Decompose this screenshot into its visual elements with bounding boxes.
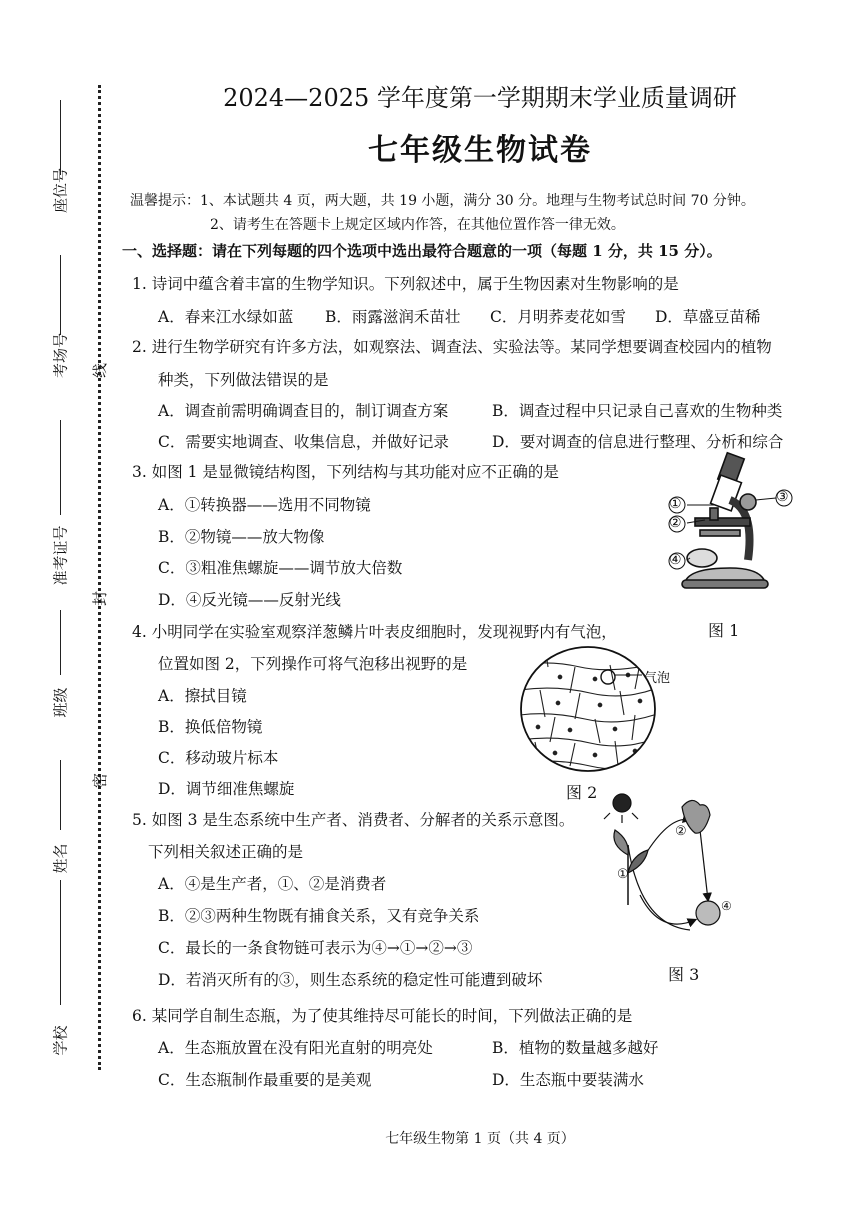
name-line xyxy=(60,760,61,830)
q3-stem: 3. 如图 1 是显微镜结构图，下列结构与其功能对应不正确的是 xyxy=(132,463,559,481)
q6-option-c: C．生态瓶制作最重要的是美观 xyxy=(158,1071,372,1089)
q5-stem-line-1: 5. 如图 3 是生态系统中生产者、消费者、分解者的关系示意图。 xyxy=(132,811,575,829)
figure-1-caption: 图 1 xyxy=(708,621,740,640)
figure-3-caption: 图 3 xyxy=(668,965,700,984)
fig2-bubble-label: 气泡 xyxy=(644,671,671,686)
q4-option-d: D．调节细准焦螺旋 xyxy=(158,780,295,798)
q5-stem-line-2: 下列相关叙述正确的是 xyxy=(148,843,304,861)
q3-option-a: A．①转换器——选用不同物镜 xyxy=(158,496,371,514)
q2-option-b: B．调查过程中只记录自己喜欢的生物种类 xyxy=(492,402,783,420)
fig1-label-1: ① xyxy=(669,496,682,512)
room-line xyxy=(60,255,61,335)
binding-dotted-line xyxy=(98,85,101,1070)
q5-option-d: D．若消灭所有的③，则生态系统的稳定性可能遭到破坏 xyxy=(158,971,543,989)
figure-2-caption: 图 2 xyxy=(566,783,598,802)
section-heading: 一、选择题：请在下列每题的四个选项中选出最符合题意的一项（每题 1 分，共 15 分）。 xyxy=(122,242,722,260)
q1-option-d: D．草盛豆苗稀 xyxy=(655,308,761,326)
class-label: 班级 xyxy=(51,687,70,718)
name-label: 姓名 xyxy=(51,843,70,874)
q4-option-b: B．换低倍物镜 xyxy=(158,718,263,736)
q6-option-b: B．植物的数量越多越好 xyxy=(492,1039,659,1057)
q2-option-c: C．需要实地调查、收集信息，并做好记录 xyxy=(158,433,449,451)
q3-option-d: D．④反光镜——反射光线 xyxy=(158,591,341,609)
q4-stem-line-1: 4. 小明同学在实验室观察洋葱鳞片叶表皮细胞时，发现视野内有气泡， xyxy=(132,623,617,641)
q2-option-d: D．要对调查的信息进行整理、分析和综合 xyxy=(492,433,784,451)
q2-option-a: A．调查前需明确调查目的，制订调查方案 xyxy=(158,402,449,420)
tip-line-2: 2、请考生在答题卡上规定区域内作答，在其他位置作答一律无效。 xyxy=(210,217,625,233)
q5-option-b: B．②③两种生物既有捕食关系，又有竞争关系 xyxy=(158,907,480,925)
ticket-label: 准考证号 xyxy=(51,525,70,586)
q2-stem-line-1: 2. 进行生物学研究有许多方法，如观察法、调查法、实验法等。某同学想要调查校园内的植物 xyxy=(132,338,772,356)
q5-option-a: A．④是生产者，①、②是消费者 xyxy=(158,875,387,893)
fig3-label-2: ② xyxy=(675,824,687,839)
exam-title: 2024—2025 学年度第一学期期末学业质量调研 xyxy=(223,84,737,112)
exam-subtitle: 七年级生物试卷 xyxy=(368,133,592,168)
school-label: 学校 xyxy=(51,1025,70,1056)
binding-char-xian: 线 xyxy=(91,362,110,379)
q6-option-a: A．生态瓶放置在没有阳光直射的明亮处 xyxy=(158,1039,433,1057)
tip-line-1: 温馨提示：1、本试题共 4 页，两大题，共 19 小题，满分 30 分。地理与生物考试总时间 70 分钟。 xyxy=(130,193,755,209)
q6-stem: 6. 某同学自制生态瓶，为了使其维持尽可能长的时间，下列做法正确的是 xyxy=(132,1007,633,1025)
school-line xyxy=(60,880,61,1005)
fig1-label-4: ④ xyxy=(669,552,682,568)
q4-stem-line-2: 位置如图 2，下列操作可将气泡移出视野的是 xyxy=(158,655,468,673)
q6-option-d: D．生态瓶中要装满水 xyxy=(492,1071,644,1089)
q1-option-a: A．春来江水绿如蓝 xyxy=(158,308,294,326)
seat-label: 座位号 xyxy=(51,168,70,214)
q1-option-b: B．雨露滋润禾苗壮 xyxy=(325,308,461,326)
fig3-label-4: ④ xyxy=(721,899,732,913)
binding-char-feng: 封 xyxy=(91,590,110,607)
q1-stem: 1. 诗词中蕴含着丰富的生物学知识。下列叙述中，属于生物因素对生物影响的是 xyxy=(132,275,679,293)
fig1-label-3: ③ xyxy=(776,489,789,505)
binding-char-mi: 密 xyxy=(91,772,110,789)
figure-2-onion-cells xyxy=(520,645,660,775)
q3-option-b: B．②物镜——放大物像 xyxy=(158,528,325,546)
figure-3-ecosystem xyxy=(600,785,740,940)
page-footer: 七年级生物第 1 页（共 4 页） xyxy=(385,1131,575,1147)
q4-option-c: C．移动玻片标本 xyxy=(158,749,279,767)
q4-option-a: A．擦拭目镜 xyxy=(158,687,247,705)
q2-stem-line-2: 种类，下列做法错误的是 xyxy=(158,371,329,389)
q5-option-c: C．最长的一条食物链可表示为④→①→②→③ xyxy=(158,939,473,957)
q3-option-c: C．③粗准焦螺旋——调节放大倍数 xyxy=(158,559,403,577)
q1-option-c: C．月明荞麦花如雪 xyxy=(490,308,626,326)
room-label: 考场号 xyxy=(51,333,70,379)
fig3-label-1: ① xyxy=(617,867,629,882)
fig1-label-2: ② xyxy=(669,515,682,531)
ticket-line xyxy=(60,420,61,515)
class-line xyxy=(60,610,61,675)
